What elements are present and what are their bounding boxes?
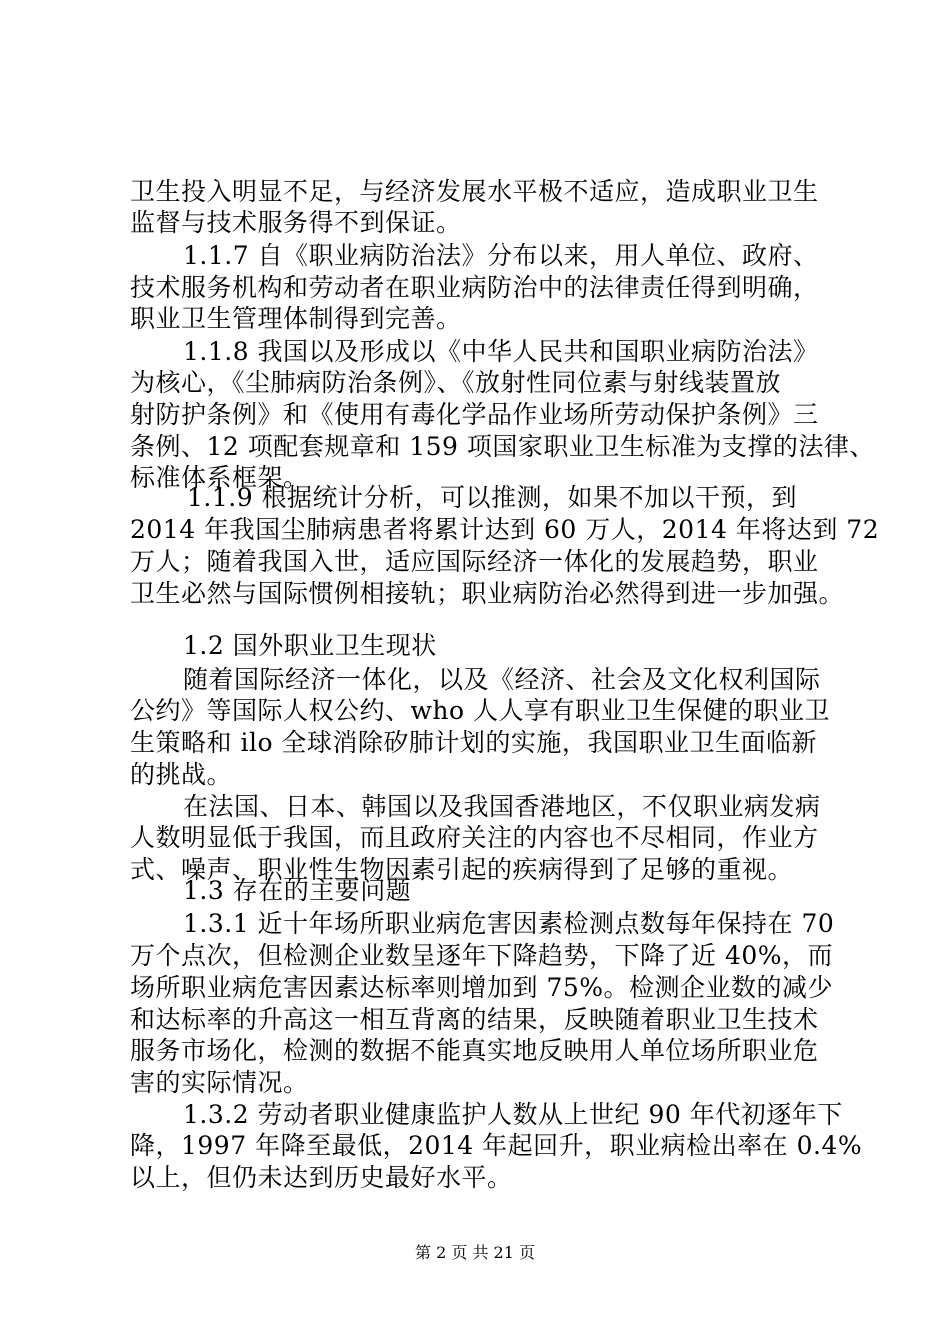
text-line: 和达标率的升高这一相互背离的结果，反映随着职业卫生技术 bbox=[130, 1005, 819, 1034]
text-line: 万人；随着我国入世，适应国际经济一体化的发展趋势，职业 bbox=[130, 547, 819, 576]
text-line: 技术服务机构和劳动者在职业病防治中的法律责任得到明确， bbox=[130, 273, 819, 302]
text-line: 1.1.7 自《职业病防治法》分布以来，用人单位、政府、 bbox=[183, 241, 819, 270]
text-line: 1.1.9 根据统计分析，可以推测，如果不加以干预，到 bbox=[187, 483, 798, 512]
text-line: 条例、12 项配套规章和 159 项国家职业卫生标准为支撑的法律、 bbox=[130, 432, 875, 461]
text-line: 在法国、日本、韩国以及我国香港地区，不仅职业病发病 bbox=[183, 792, 821, 821]
text-line: 人数明显低于我国，而且政府关注的内容也不尽相同，作业方 bbox=[130, 823, 819, 852]
text-line: 卫生投入明显不足，与经济发展水平极不适应，造成职业卫生 bbox=[130, 177, 819, 206]
text-line: 1.1.8 我国以及形成以《中华人民共和国职业病防治法》 bbox=[183, 337, 819, 366]
page-number-footer: 第 2 页 共 21 页 bbox=[415, 1243, 535, 1262]
text-line: 以上，但仍未达到历史最好水平。 bbox=[130, 1163, 513, 1192]
text-line: 降，1997 年降至最低，2014 年起回升，职业病检出率在 0.4% bbox=[130, 1131, 863, 1160]
text-line: 2014 年我国尘肺病患者将累计达到 60 万人，2014 年将达到 72 bbox=[130, 515, 880, 544]
text-line: 职业卫生管理体制得到完善。 bbox=[130, 304, 462, 333]
text-line: 射防护条例》和《使用有毒化学品作业场所劳动保护条例》三 bbox=[130, 400, 819, 429]
text-line: 卫生必然与国际惯例相接轨；职业病防治必然得到进一步加强。 bbox=[130, 579, 845, 608]
text-line: 为核心，《尘肺病防治条例》、《放射性同位素与射线装置放 bbox=[130, 368, 782, 397]
text-line: 式、噪声、职业性生物因素引起的疾病得到了足够的重视。 bbox=[130, 855, 794, 884]
text-line: 服务市场化，检测的数据不能真实地反映用人单位场所职业危 bbox=[130, 1036, 819, 1065]
text-line: 生策略和 ilo 全球消除矽肺计划的实施，我国职业卫生面临新 bbox=[130, 728, 817, 757]
text-line: 万个点次，但检测企业数呈逐年下降趋势，下降了近 40%，而 bbox=[130, 941, 834, 970]
text-line: 1.3.1 近十年场所职业病危害因素检测点数每年保持在 70 bbox=[183, 909, 835, 938]
section-heading: 1.2 国外职业卫生现状 bbox=[183, 631, 437, 660]
section-heading: 1.3 存在的主要问题 bbox=[183, 876, 412, 905]
text-line: 监督与技术服务得不到保证。 bbox=[130, 208, 462, 237]
text-line: 公约》等国际人权公约、who 人人享有职业卫生保健的职业卫 bbox=[130, 696, 831, 725]
text-line: 随着国际经济一体化，以及《经济、社会及文化权利国际 bbox=[183, 665, 821, 694]
text-line: 标准体系框架。 bbox=[130, 463, 309, 492]
text-line: 害的实际情况。 bbox=[130, 1068, 309, 1097]
text-line: 场所职业病危害因素达标率则增加到 75%。检测企业数的减少 bbox=[130, 973, 834, 1002]
text-line: 1.3.2 劳动者职业健康监护人数从上世纪 90 年代初逐年下 bbox=[183, 1100, 843, 1129]
text-line: 的挑战。 bbox=[130, 760, 233, 789]
